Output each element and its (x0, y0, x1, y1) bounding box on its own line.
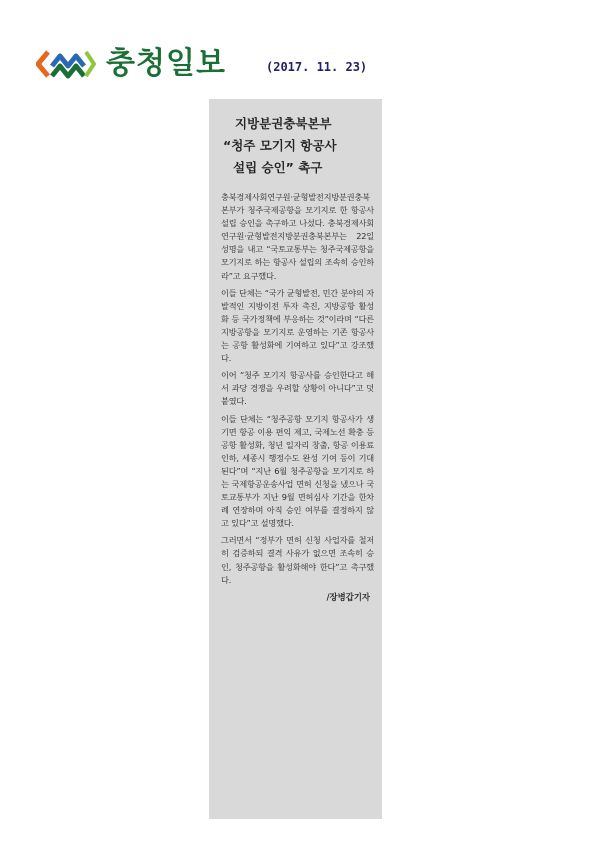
article-headline (221, 113, 374, 179)
article-paragraph: 이들 단체는 “국가 균형발전, 민간 분야의 자발적인 지방이전 투자 촉진, 지방공항 활성화 등 국가정책에 부응하는 것”이라며 “다른 지방공항을 모기지로 운영하는 기존 항공사는 공항 활성화에 기여하고 있다”고 강조했다. (221, 287, 374, 364)
article-paragraph: 그러면서 “정부가 면허 신청 사업자를 철저히 검증하되 결격 사유가 없으면 조속히 승인, 청주공항을 활성화해야 한다”고 촉구했다. (221, 535, 374, 585)
article-paragraph: 이들 단체는 “청주공항 모기지 항공사가 생기면 항공 이용 편익 제고, 국제노선 확충 등 공항 활성화, 청년 일자리 창출, 항공 이용료 인하, 세종시 행정수도 완성 기여 등이 기대된다”며 “지난 6월 청주공항을 모기지로 하는 국제항공운송사업 면허 신청을 냈으나 국토교통부가 지난 9월 면허심사 기간을 한차례 연장하며 아직 승인 여부를 결정하지 않고 있다”고 설명했다. (221, 413, 374, 529)
article-paragraph: 충북경제사회연구원·균형발전지방분권충북본부가 청주국제공항을 모기지로 한 항공사 설립 승인을 촉구하고 나섰다. 충북경제사회연구원·균형발전지방분권충북본부는 22일 성명을 내고 “국토교통부는 청주국제공항을 모기지로 하는 항공사 설립의 조속히 승인하라”고 요구했다. (221, 192, 374, 281)
headline-line: 설립 승인” 촉구 (233, 160, 323, 175)
publication-date: (2017. 11. 23) (266, 60, 368, 74)
headline-line: “청주 모기지 항공사 (223, 138, 337, 153)
headline-line: 지방분권충북본부 (235, 116, 332, 131)
article-byline: /장병갑기자 (326, 591, 370, 602)
newspaper-name: 충청일보 (106, 46, 226, 81)
article-paragraph: 이어 “청주 모기지 항공사를 승인한다고 해서 과당 경쟁을 우려할 상황이 아니다”고 덧붙였다. (221, 370, 374, 407)
newspaper-logo-icon (36, 44, 96, 84)
article-clipping (209, 99, 382, 819)
